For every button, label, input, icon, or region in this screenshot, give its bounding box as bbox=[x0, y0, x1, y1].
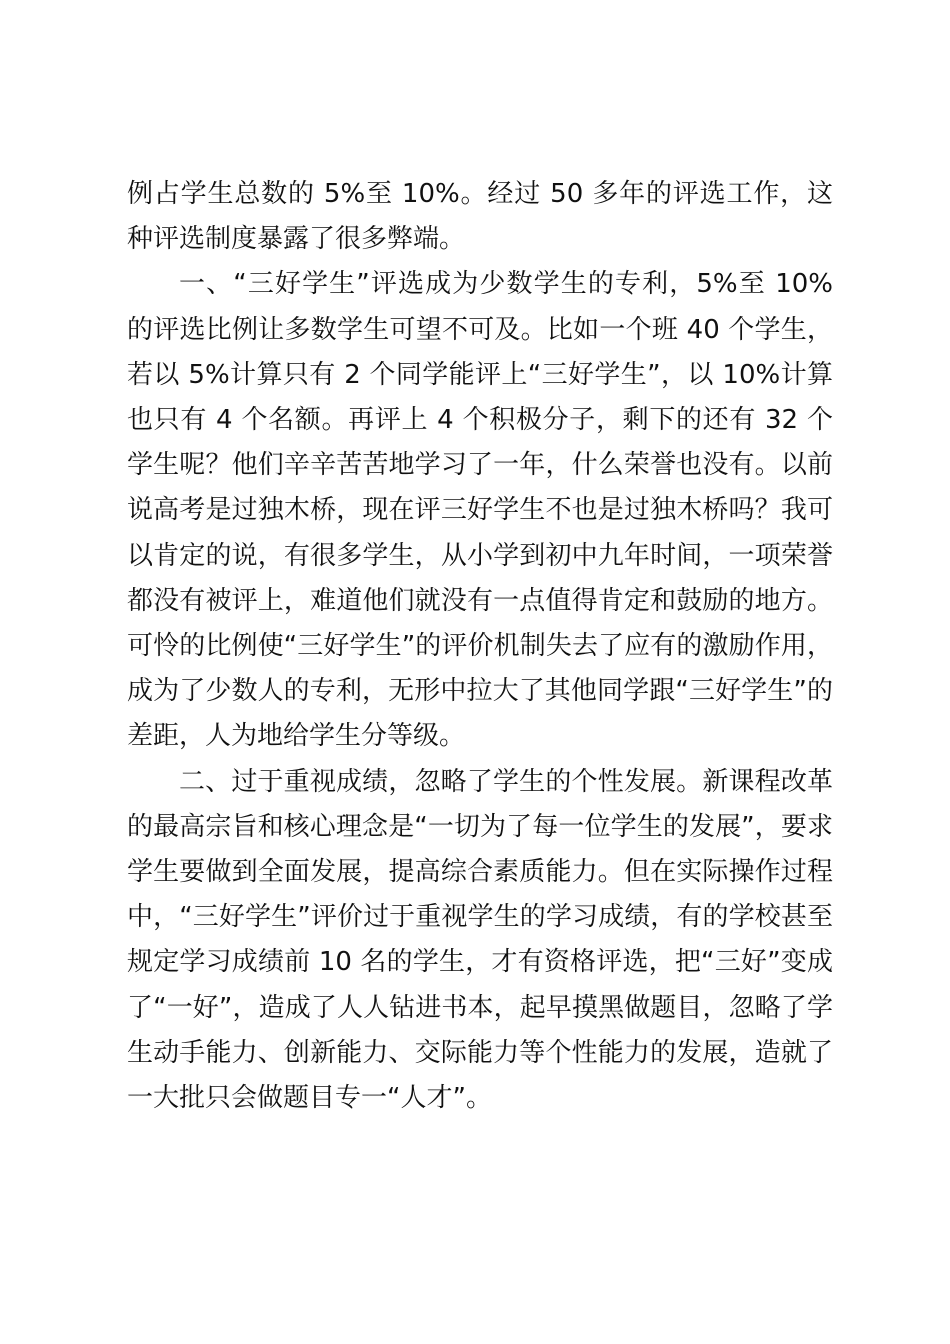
paragraph-continuation: 例占学生总数的 5%至 10%。经过 50 多年的评选工作，这种评选制度暴露了很多弊端。 bbox=[127, 179, 833, 255]
paragraph-point-two: 二、过于重视成绩，忽略了学生的个性发展。新课程改革的最高宗旨和核心理念是“一切为了每一位学生的发展”，要求学生要做到全面发展，提高综合素质能力。但在实际操作过程中，“三好学生”评价过于重视学生的学习成绩，有的学校甚至规定学习成绩前 10 名的学生，才有资格评选，把“三好”变成了“一好”，造成了人人钻进书本，起早摸黑做题目，忽略了学生动手能力、创新能力、交际能力等个性能力的发展，造就了一大批只会做题目专一“人才”。 bbox=[127, 766, 833, 1114]
document-body bbox=[127, 172, 833, 1121]
paragraph-point-one: 一、“三好学生”评选成为少数学生的专利，5%至 10%的评选比例让多数学生可望不可及。比如一个班 40 个学生，若以 5%计算只有 2 个同学能评上“三好学生”，以 10%计算也只有 4 个名额。再评上 4 个积极分子，剩下的还有 32 个学生呢？他们辛辛苦苦地学习了一年，什么荣誉也没有。以前说高考是过独木桥，现在评三好学生不也是过独木桥吗？我可以肯定的说，有很多学生，从小学到初中九年时间，一项荣誉都没有被评上，难道他们就没有一点值得肯定和鼓励的地方。可怜的比例使“三好学生”的评价机制失去了应有的激励作用，成为了少数人的专利，无形中拉大了其他同学跟“三好学生”的差距，人为地给学生分等级。 bbox=[127, 269, 833, 752]
